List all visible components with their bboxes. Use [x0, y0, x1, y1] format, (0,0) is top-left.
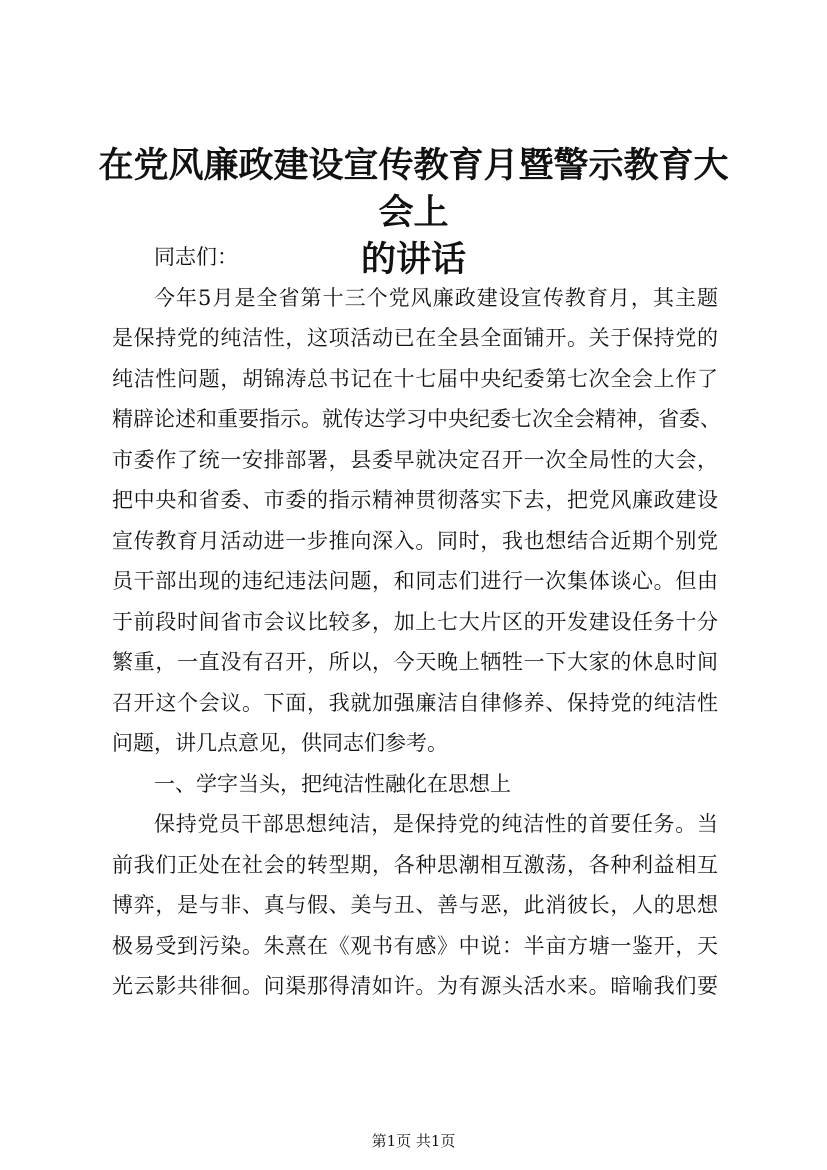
body-line: 是保持党的纯洁性，这项活动已在全县全面铺开。关于保持党的 — [112, 326, 718, 350]
body-line: 繁重，一直没有召开，所以，今天晚上牺牲一下大家的休息时间 — [112, 650, 718, 674]
document-body — [112, 237, 721, 1007]
body-line: 员干部出现的违纪违法问题，和同志们进行一次集体谈心。但由 — [112, 569, 718, 593]
body-line: 市委作了统一安排部署，县委早就决定召开一次全局性的大会， — [112, 447, 718, 472]
body-line: 于前段时间省市会议比较多，加上七大片区的开发建设任务十分 — [112, 609, 718, 634]
title-line-1: 在党风廉政建设宣传教育月暨警示教育大会上 — [98, 145, 729, 233]
body-line: 召开这个会议。下面，我就加强廉洁自律修养、保持党的纯洁性 — [112, 690, 718, 715]
body-line: 纯洁性问题，胡锦涛总书记在十七届中央纪委第七次全会上作了 — [112, 366, 718, 391]
body-line: 把中央和省委、市委的指示精神贯彻落实下去，把党风廉政建设 — [112, 488, 718, 512]
body-line: 问题，讲几点意见，供同志们参考。 — [112, 731, 448, 755]
body-line: 博弈，是与非、真与假、美与丑、善与恶，此消彼长，人的思想 — [112, 893, 718, 917]
body-line: 宣传教育月活动进一步推向深入。同时，我也想结合近期个别党 — [112, 528, 718, 553]
body-line: 前我们正处在社会的转型期，各种思潮相互激荡，各种利益相互 — [112, 852, 718, 877]
body-line: 光云影共徘徊。问渠那得清如许。为有源头活水来。暗喻我们要 — [112, 974, 718, 998]
page-number-footer: 第1页 共1页 — [371, 1132, 456, 1150]
body-line: 极易受到污染。朱熹在《观书有感》中说：半亩方塘一鉴开，天 — [112, 933, 718, 958]
salutation: 同志们： — [154, 245, 238, 269]
body-line: 今年5月是全省第十三个党风廉政建设宣传教育月，其主题 — [154, 285, 718, 310]
section-heading: 一、学字当头，把纯洁性融化在思想上 — [154, 771, 511, 796]
title-line-2: 的讲话 — [360, 239, 466, 280]
body-line: 精辟论述和重要指示。就传达学习中央纪委七次全会精神，省委、 — [112, 407, 721, 431]
body-line: 保持党员干部思想纯洁，是保持党的纯洁性的首要任务。当 — [154, 812, 718, 836]
